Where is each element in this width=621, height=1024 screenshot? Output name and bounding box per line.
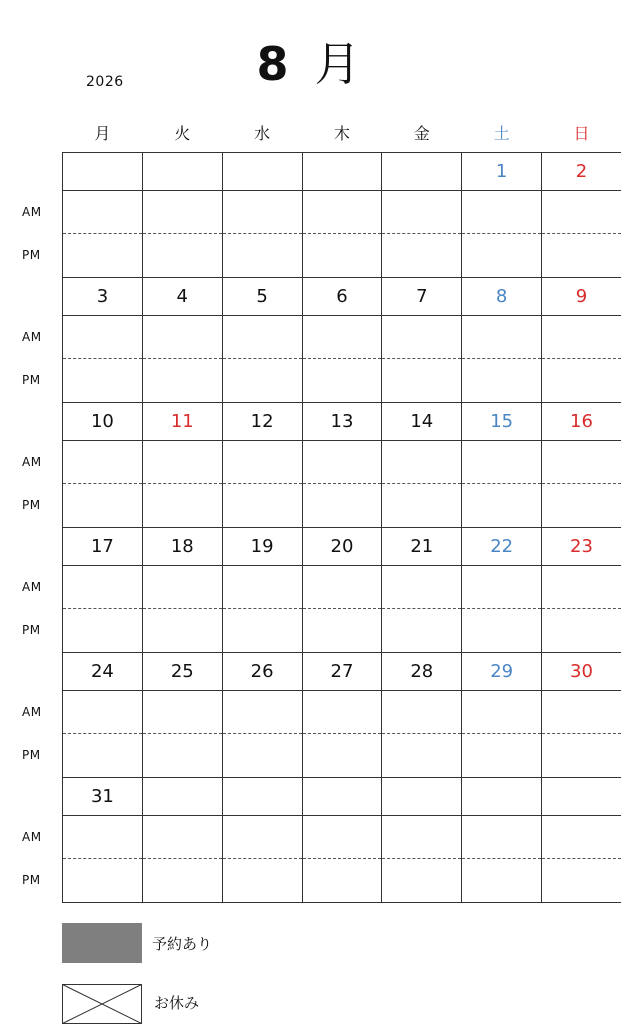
date-cell[interactable]: 19 [222, 528, 302, 566]
weekday-header: 火 [174, 123, 191, 143]
pm-slot[interactable] [542, 359, 621, 403]
pm-slot[interactable] [222, 484, 302, 528]
date-cell[interactable] [462, 778, 542, 816]
am-slot[interactable] [142, 566, 222, 609]
pm-label: PM [22, 498, 41, 512]
date-cell[interactable]: 22 [462, 528, 542, 566]
date-cell[interactable]: 15 [462, 403, 542, 441]
date-cell[interactable] [222, 153, 302, 191]
am-slot[interactable] [142, 316, 222, 359]
am-slot[interactable] [142, 816, 222, 859]
pm-slot[interactable] [222, 359, 302, 403]
am-slot[interactable] [222, 691, 302, 734]
am-label: AM [22, 830, 42, 844]
pm-slot[interactable] [63, 234, 143, 278]
calendar-grid [62, 112, 621, 903]
date-row [63, 403, 621, 441]
date-cell[interactable]: 7 [382, 278, 462, 316]
pm-label: PM [22, 748, 41, 762]
pm-slot[interactable] [63, 609, 143, 653]
date-cell[interactable]: 17 [63, 528, 143, 566]
am-slot[interactable] [142, 191, 222, 234]
am-slot[interactable] [302, 316, 382, 359]
weekday-header: 水 [254, 123, 271, 143]
am-slot[interactable] [63, 691, 143, 734]
am-slot-row [63, 816, 621, 859]
weekday-header: 金 [413, 123, 430, 143]
pm-slot[interactable] [142, 359, 222, 403]
am-slot[interactable] [382, 441, 462, 484]
am-label: AM [22, 205, 42, 219]
pm-slot[interactable] [63, 734, 143, 778]
am-slot[interactable] [542, 191, 621, 234]
pm-slot-row [63, 234, 621, 278]
am-slot[interactable] [462, 566, 542, 609]
year-label: 2026 [86, 74, 124, 90]
reserved-legend-swatch [62, 923, 142, 963]
date-cell[interactable]: 9 [542, 278, 621, 316]
date-cell[interactable]: 14 [382, 403, 462, 441]
weekday-header: 木 [333, 123, 350, 143]
pm-slot[interactable] [462, 859, 542, 903]
am-label: AM [22, 580, 42, 594]
date-cell[interactable]: 25 [142, 653, 222, 691]
am-slot[interactable] [462, 191, 542, 234]
date-cell[interactable]: 3 [63, 278, 143, 316]
date-cell[interactable] [302, 153, 382, 191]
am-slot[interactable] [542, 566, 621, 609]
date-cell[interactable]: 20 [302, 528, 382, 566]
date-cell[interactable]: 10 [63, 403, 143, 441]
date-cell[interactable] [142, 778, 222, 816]
pm-slot[interactable] [542, 734, 621, 778]
date-cell[interactable] [222, 778, 302, 816]
pm-slot[interactable] [302, 359, 382, 403]
pm-slot[interactable] [142, 734, 222, 778]
pm-slot[interactable] [63, 359, 143, 403]
date-row [63, 653, 621, 691]
am-slot[interactable] [462, 316, 542, 359]
pm-slot[interactable] [63, 859, 143, 903]
date-cell[interactable]: 23 [542, 528, 621, 566]
am-label: AM [22, 455, 42, 469]
pm-slot[interactable] [142, 484, 222, 528]
pm-slot-row [63, 484, 621, 528]
am-slot[interactable] [462, 691, 542, 734]
am-slot-row [63, 566, 621, 609]
date-cell[interactable]: 1 [462, 153, 542, 191]
pm-slot[interactable] [302, 234, 382, 278]
closed-legend-label: お休み [154, 994, 200, 1012]
am-label: AM [22, 705, 42, 719]
am-slot[interactable] [542, 316, 621, 359]
pm-slot[interactable] [462, 359, 542, 403]
pm-label: PM [22, 623, 41, 637]
pm-slot-row [63, 734, 621, 778]
am-slot[interactable] [63, 316, 143, 359]
date-cell[interactable] [142, 153, 222, 191]
date-cell[interactable]: 30 [542, 653, 621, 691]
date-cell[interactable]: 16 [542, 403, 621, 441]
weekday-header: 月 [94, 123, 111, 143]
pm-slot[interactable] [542, 484, 621, 528]
weekday-header-row [63, 112, 621, 153]
am-slot[interactable] [542, 816, 621, 859]
am-slot[interactable] [302, 691, 382, 734]
am-slot-row [63, 316, 621, 359]
am-slot[interactable] [302, 191, 382, 234]
pm-slot[interactable] [382, 484, 462, 528]
date-cell[interactable]: 12 [222, 403, 302, 441]
date-cell[interactable]: 6 [302, 278, 382, 316]
month-kanji: 月 [314, 37, 361, 91]
pm-slot[interactable] [302, 734, 382, 778]
date-cell[interactable]: 18 [142, 528, 222, 566]
pm-slot[interactable] [222, 859, 302, 903]
am-slot[interactable] [462, 441, 542, 484]
date-cell[interactable]: 13 [302, 403, 382, 441]
am-slot[interactable] [142, 441, 222, 484]
date-cell[interactable] [63, 153, 143, 191]
pm-slot[interactable] [382, 359, 462, 403]
am-slot[interactable] [382, 691, 462, 734]
closed-legend-swatch-icon [62, 984, 142, 1024]
am-slot[interactable] [382, 816, 462, 859]
date-row [63, 528, 621, 566]
am-slot[interactable] [382, 316, 462, 359]
pm-slot[interactable] [542, 234, 621, 278]
date-row [63, 778, 621, 816]
am-slot[interactable] [542, 691, 621, 734]
pm-slot[interactable] [542, 859, 621, 903]
date-cell[interactable]: 11 [142, 403, 222, 441]
pm-slot[interactable] [462, 234, 542, 278]
date-cell[interactable]: 29 [462, 653, 542, 691]
pm-slot[interactable] [63, 484, 143, 528]
pm-slot[interactable] [462, 734, 542, 778]
pm-label: PM [22, 373, 41, 387]
pm-slot[interactable] [382, 609, 462, 653]
date-cell[interactable]: 4 [142, 278, 222, 316]
am-slot[interactable] [462, 816, 542, 859]
am-slot-row [63, 691, 621, 734]
am-slot[interactable] [222, 566, 302, 609]
pm-label: PM [22, 248, 41, 262]
pm-slot[interactable] [222, 609, 302, 653]
am-slot[interactable] [382, 566, 462, 609]
am-slot[interactable] [302, 441, 382, 484]
pm-slot[interactable] [222, 734, 302, 778]
am-slot-row [63, 191, 621, 234]
date-cell[interactable]: 31 [63, 778, 143, 816]
date-cell[interactable] [382, 153, 462, 191]
pm-slot-row [63, 859, 621, 903]
date-cell[interactable]: 2 [542, 153, 621, 191]
date-cell[interactable] [382, 778, 462, 816]
am-slot[interactable] [63, 441, 143, 484]
pm-slot[interactable] [222, 234, 302, 278]
am-slot[interactable] [63, 816, 143, 859]
date-row [63, 153, 621, 191]
pm-slot[interactable] [462, 609, 542, 653]
date-cell[interactable]: 27 [302, 653, 382, 691]
am-slot[interactable] [63, 566, 143, 609]
month-title [0, 28, 621, 94]
month-number: 8 [256, 37, 289, 91]
date-cell[interactable] [302, 778, 382, 816]
pm-slot[interactable] [302, 859, 382, 903]
am-slot[interactable] [302, 566, 382, 609]
date-row [63, 278, 621, 316]
am-slot[interactable] [222, 816, 302, 859]
am-slot[interactable] [63, 191, 143, 234]
weekday-header: 日 [573, 123, 590, 143]
date-cell[interactable]: 26 [222, 653, 302, 691]
pm-slot[interactable] [302, 484, 382, 528]
am-slot[interactable] [142, 691, 222, 734]
pm-slot[interactable] [142, 234, 222, 278]
weekday-header: 土 [493, 123, 510, 143]
pm-slot[interactable] [302, 609, 382, 653]
pm-slot[interactable] [382, 734, 462, 778]
pm-label: PM [22, 873, 41, 887]
pm-slot[interactable] [142, 859, 222, 903]
pm-slot[interactable] [542, 609, 621, 653]
date-cell[interactable]: 21 [382, 528, 462, 566]
am-slot[interactable] [222, 191, 302, 234]
am-slot[interactable] [222, 441, 302, 484]
pm-slot[interactable] [142, 609, 222, 653]
date-cell[interactable]: 28 [382, 653, 462, 691]
am-slot[interactable] [222, 316, 302, 359]
pm-slot[interactable] [382, 859, 462, 903]
date-cell[interactable]: 8 [462, 278, 542, 316]
date-cell[interactable]: 5 [222, 278, 302, 316]
am-slot[interactable] [302, 816, 382, 859]
pm-slot-row [63, 609, 621, 653]
am-slot[interactable] [542, 441, 621, 484]
reserved-legend-label: 予約あり [152, 935, 213, 953]
date-cell[interactable]: 24 [63, 653, 143, 691]
am-slot[interactable] [382, 191, 462, 234]
pm-slot-row [63, 359, 621, 403]
am-slot-row [63, 441, 621, 484]
pm-slot[interactable] [462, 484, 542, 528]
pm-slot[interactable] [382, 234, 462, 278]
date-cell[interactable] [542, 778, 621, 816]
am-label: AM [22, 330, 42, 344]
